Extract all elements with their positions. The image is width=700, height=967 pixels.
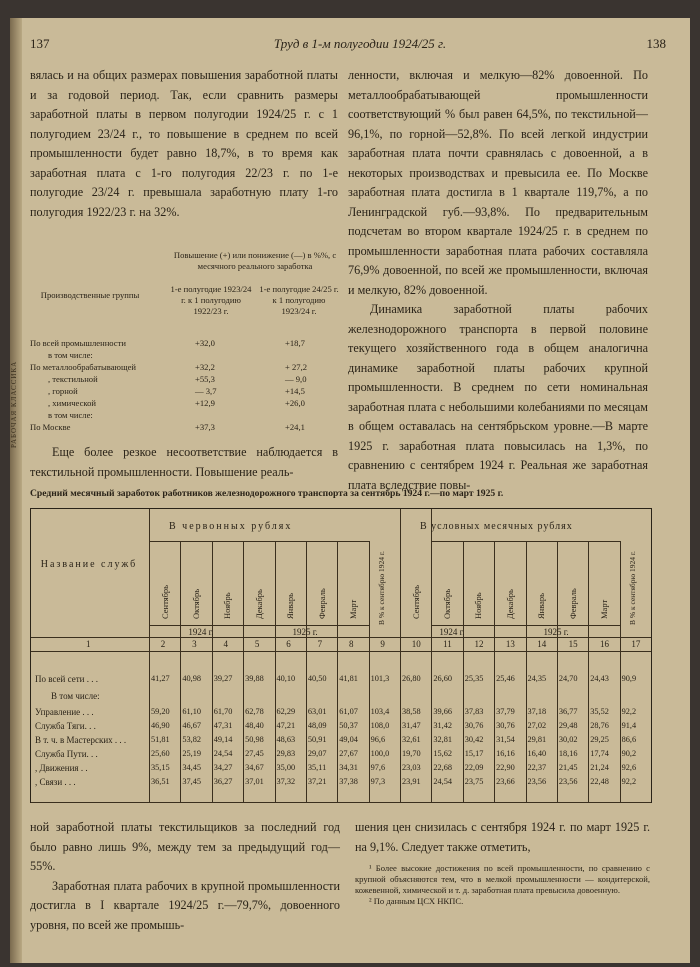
column-number: 2 xyxy=(160,639,166,649)
cell-value: 35,52 xyxy=(590,707,609,716)
footnote: ¹ Более высокие достижения по всей промышленности, по сравнению с крупной объясняются тем, что в мелкой промышленности — кондитерской, кожевенной, химической и т. д. заработная плата превысила довоенную. xyxy=(355,863,650,895)
column-number: 5 xyxy=(254,639,260,649)
cell-value: 29,48 xyxy=(558,721,578,730)
cell-value: 22,68 xyxy=(433,763,453,772)
row-label: В т. ч. в Мастерских . . . xyxy=(35,735,127,745)
column-divider xyxy=(494,541,495,802)
cell-value: 27,02 xyxy=(527,721,547,730)
group-header-chervonets: В червонных рублях xyxy=(169,521,293,532)
cell-value: 23,66 xyxy=(496,777,515,786)
cell-value: 53,82 xyxy=(182,735,202,744)
month-label: Декабрь xyxy=(253,589,264,619)
cell-value: 48,09 xyxy=(307,721,327,730)
column-number: 10 xyxy=(411,639,421,649)
column-divider xyxy=(431,509,432,802)
cell-value: +37,3 xyxy=(195,422,215,432)
cell-value: 25,35 xyxy=(464,674,484,683)
cell-value: 28,76 xyxy=(590,721,609,730)
cell-value: 23,56 xyxy=(527,777,547,786)
row-label: , химической xyxy=(48,398,97,408)
cell-value: 61,07 xyxy=(339,707,358,716)
column-divider xyxy=(180,541,181,802)
right-column xyxy=(348,66,648,495)
cell-value: 37,21 xyxy=(307,777,327,786)
row-label: , горной xyxy=(48,386,78,396)
footnote: ² По данным ЦСХ НКПС. xyxy=(369,896,464,906)
subheading: В том числе: xyxy=(51,691,100,701)
bottom-left-column xyxy=(30,818,340,935)
column-number: 17 xyxy=(631,639,641,649)
column-divider xyxy=(149,509,150,802)
month-label: Январь xyxy=(285,592,296,619)
column-number: 8 xyxy=(348,639,354,649)
month-label: Март xyxy=(347,599,358,619)
cell-value: + 27,2 xyxy=(285,362,308,372)
month-label: Ноябрь xyxy=(473,592,484,619)
cell-value: +12,9 xyxy=(195,398,215,408)
cell-value: 29,07 xyxy=(307,749,327,758)
cell-value: +32,0 xyxy=(195,338,215,348)
cell-value: 27,67 xyxy=(339,749,358,758)
cell-value: 30,76 xyxy=(496,721,515,730)
sub-table-rowlabel-header: Производственные группы xyxy=(40,290,140,300)
cell-value: 21,45 xyxy=(558,763,578,772)
row-divider xyxy=(31,651,651,652)
row-label: , Движения . . xyxy=(35,763,88,773)
cell-value: 17,74 xyxy=(590,749,609,758)
cell-value: 61,10 xyxy=(182,707,202,716)
cell-value: +32,2 xyxy=(195,362,215,372)
cell-value: 97,6 xyxy=(370,763,386,772)
cell-value: 30,76 xyxy=(464,721,484,730)
row-label: По всей сети . . . xyxy=(35,674,98,684)
group-header-conditional: В условных месячных рублях xyxy=(420,521,573,532)
paragraph: шения цен снизилась с сентября 1924 г. по март 1925 г. на 9,1%. Следует также отметить, xyxy=(355,820,650,854)
column-number: 14 xyxy=(537,639,547,649)
cell-value: 50,98 xyxy=(245,735,264,744)
cell-value: 96,6 xyxy=(370,735,386,744)
row-label: в том числе: xyxy=(48,410,93,420)
row-label: в том числе: xyxy=(48,350,93,360)
cell-value: 26,60 xyxy=(433,674,453,683)
cell-value: 24,43 xyxy=(590,674,609,683)
left-column-bottom xyxy=(30,443,338,482)
column-divider xyxy=(526,541,527,802)
cell-value: 18,16 xyxy=(558,749,578,758)
sub-table-group-header: Повышение (+) или понижение (—) в %%, с месячного реального заработка xyxy=(173,250,337,271)
cell-value: 46,90 xyxy=(151,721,170,730)
year-label: 1925 г. xyxy=(543,627,569,637)
cell-value: 101,3 xyxy=(370,674,390,683)
cell-value: 19,70 xyxy=(402,749,421,758)
cell-value: 37,38 xyxy=(339,777,358,786)
year-label: 1925 г. xyxy=(292,627,318,637)
cell-value: 36,51 xyxy=(151,777,170,786)
cell-value: 35,00 xyxy=(276,763,296,772)
column-number: 3 xyxy=(192,639,197,649)
rowlabel-header: Название служб xyxy=(40,559,138,570)
row-label: По Москве xyxy=(30,422,71,432)
cell-value: 86,6 xyxy=(621,735,637,744)
row-divider xyxy=(31,637,651,638)
table-row xyxy=(30,410,340,421)
cell-value: 31,54 xyxy=(496,735,515,744)
month-label: Сентябрь xyxy=(410,584,421,619)
row-divider xyxy=(149,625,369,626)
cell-value: 97,3 xyxy=(370,777,386,786)
cell-value: 62,78 xyxy=(245,707,264,716)
cell-value: 50,91 xyxy=(307,735,327,744)
bottom-right-column xyxy=(355,818,650,907)
cell-value: 21,24 xyxy=(590,763,609,772)
cell-value: 27,45 xyxy=(245,749,264,758)
cell-value: 48,40 xyxy=(245,721,264,730)
cell-value: 25,60 xyxy=(151,749,170,758)
cell-value: 34,27 xyxy=(213,763,233,772)
cell-value: 16,16 xyxy=(496,749,515,758)
cell-value: 24,70 xyxy=(558,674,578,683)
year-label: 1924 г. xyxy=(188,627,214,637)
cell-value: 108,0 xyxy=(370,721,390,730)
cell-value: 16,40 xyxy=(527,749,547,758)
cell-value: 46,67 xyxy=(182,721,202,730)
paragraph: Динамика заработной платы рабочих железнодорожного транспорта в первой половине текущего хозяйственного года в общем аналогична динамике заработной платы рабочих крупной промышленности. В среднем по сети номинальная заработная плата с небольшими колебаниями по месяцам в общем оставалась на сентябрьском уровне.—В марте 1925 г. заработная плата повысилась на 1,3%, по сравнению с сентябрем 1924 г. Реальная же заработная плата вследствие повы- xyxy=(348,302,648,492)
cell-value: 23,91 xyxy=(402,777,421,786)
cell-value: 34,67 xyxy=(245,763,264,772)
running-title: Труд в 1-м полугодии 1924/25 г. xyxy=(273,36,447,51)
cell-value: 25,46 xyxy=(496,674,515,683)
cell-value: 22,09 xyxy=(464,763,484,772)
cell-value: 59,20 xyxy=(151,707,170,716)
cell-value: 39,88 xyxy=(245,674,264,683)
cell-value: 29,25 xyxy=(590,735,609,744)
table-row xyxy=(30,374,340,385)
spine-text: РАБОЧАЯ КЛАССИКА xyxy=(10,360,18,448)
column-number: 13 xyxy=(505,639,515,649)
cell-value: 31,47 xyxy=(402,721,421,730)
table-row xyxy=(30,422,340,433)
row-label: Служба Пути. . . xyxy=(35,749,98,759)
column-divider xyxy=(588,541,589,802)
cell-value: 37,32 xyxy=(276,777,296,786)
cell-value: 48,63 xyxy=(276,735,296,744)
month-label: Ноябрь xyxy=(222,592,233,619)
month-label: Март xyxy=(598,599,609,619)
month-label: Декабрь xyxy=(504,589,515,619)
row-divider xyxy=(431,625,619,626)
cell-value: 91,4 xyxy=(621,721,637,730)
paragraph: Еще более резкое несоответствие наблюдается в текстильной промышленности. Повышение реаль- xyxy=(30,445,338,479)
row-label: Управление . . . xyxy=(35,707,94,717)
column-divider xyxy=(243,541,244,802)
cell-value: 23,56 xyxy=(558,777,578,786)
table-title: Средний месячный заработок работников железнодорожного транспорта за сентябрь 1924 г.—по март 1925 г. xyxy=(30,488,504,499)
cell-value: 47,31 xyxy=(213,721,233,730)
column-number: 7 xyxy=(317,639,323,649)
cell-value: 47,21 xyxy=(276,721,296,730)
column-divider xyxy=(463,541,464,802)
cell-value: 38,58 xyxy=(402,707,421,716)
column-divider xyxy=(400,509,401,802)
column-divider xyxy=(212,541,213,802)
column-number: 15 xyxy=(568,639,578,649)
column-divider xyxy=(306,541,307,802)
sub-table-col1-header: 1-е полугодие 1923/24 г. к 1 полугодию 1922/23 г. xyxy=(170,284,252,316)
cell-value: 35,15 xyxy=(151,763,170,772)
cell-value: 39,27 xyxy=(213,674,233,683)
cell-value: 63,01 xyxy=(307,707,327,716)
cell-value: 41,81 xyxy=(339,674,358,683)
cell-value: 37,01 xyxy=(245,777,264,786)
column-number: 16 xyxy=(599,639,609,649)
row-divider xyxy=(31,802,651,803)
cell-value: 50,37 xyxy=(339,721,358,730)
cell-value: 41,27 xyxy=(151,674,170,683)
column-number: 11 xyxy=(443,639,452,649)
row-label: Служба Тяги. . . xyxy=(35,721,96,731)
page-header xyxy=(30,36,680,58)
cell-value: 15,17 xyxy=(464,749,484,758)
cell-value: 24,54 xyxy=(213,749,233,758)
cell-value: 25,19 xyxy=(182,749,202,758)
book-page xyxy=(10,18,690,963)
cell-value: 26,80 xyxy=(402,674,421,683)
cell-value: 92,6 xyxy=(621,763,637,772)
cell-value: 29,83 xyxy=(276,749,296,758)
column-divider xyxy=(369,541,370,802)
row-divider xyxy=(431,541,619,542)
month-label: Октябрь xyxy=(442,588,453,619)
column-number: 4 xyxy=(223,639,228,649)
page-number-left: 137 xyxy=(30,36,50,51)
cell-value: 92,2 xyxy=(621,777,637,786)
cell-value: 22,37 xyxy=(527,763,547,772)
table-row xyxy=(30,350,340,361)
cell-value: 37,79 xyxy=(496,707,515,716)
sub-table-col2-header: 1-е полугодие 24/25 г. к 1 полугодию 1923/24 г. xyxy=(259,284,339,316)
cell-value: 37,83 xyxy=(464,707,484,716)
paragraph: Заработная плата рабочих в крупной промышленности достигла в I квартале 1924/25 г.—79,7%, довоенного уровня, по всей же промышь- xyxy=(30,878,340,932)
paragraph: вялась и на общих размерах повышения заработной платы и за годовой период. Так, если сравнить размеры заработной платы в первом полугодии 1924/25 г. с 1 полугодием 23/24 г., то повышение в среднем по всей промышленности будет равно 18,7%, в то время как заработная плата с 1-го полугодия 22/23 г. по 1-е полугодие 23/24 г. превышала заработную плату 1-го полугодия 1922/23 г. на 32%. xyxy=(30,68,338,219)
cell-value: 90,9 xyxy=(621,674,637,683)
table-row xyxy=(30,338,340,349)
cell-value: 23,75 xyxy=(464,777,484,786)
cell-value: 51,81 xyxy=(151,735,170,744)
cell-value: 100,0 xyxy=(370,749,390,758)
cell-value: 90,2 xyxy=(621,749,637,758)
cell-value: 31,42 xyxy=(433,721,453,730)
cell-value: +14,5 xyxy=(285,386,305,396)
cell-value: 15,62 xyxy=(433,749,453,758)
month-label: Октябрь xyxy=(191,588,202,619)
cell-value: 24,54 xyxy=(433,777,453,786)
row-label: По всей промышленности xyxy=(30,338,126,348)
cell-value: 32,81 xyxy=(433,735,453,744)
cell-value: 61,70 xyxy=(213,707,233,716)
cell-value: +24,1 xyxy=(285,422,305,432)
month-label: Февраль xyxy=(316,588,327,619)
column-divider xyxy=(620,541,621,802)
column-number: 1 xyxy=(86,639,91,649)
railway-wages-table xyxy=(30,508,652,803)
column-divider xyxy=(557,541,558,802)
book-binding xyxy=(10,18,22,963)
row-label: , Связи . . . xyxy=(35,777,76,787)
column-divider xyxy=(275,541,276,802)
month-label: Сентябрь xyxy=(159,584,170,619)
row-label: , текстильной xyxy=(48,374,98,384)
column-number: 12 xyxy=(474,639,484,649)
cell-value: 92,2 xyxy=(621,707,637,716)
paragraph: ленности, включая и мелкую—82% довоенной. По металлообрабатывающей промышленности соответствующий % был равен 64,5%, по текстильной—96,1%, по горной—52,8%. По всей легкой индустрии заработная плата почти сравнялась с довоенной, а в некоторых производствах и превысила ее. По Москве заработная плата достигла в 1 квартале 119,7%, а по Ленинградской губ.—93,8%. По предварительным подсчетам во втором квартале 1924/25 г. в среднем по промышленности заработная плата рабочих составляла 76,9% довоенной, по всей же промышленности, включая и мелкую, 82% довоенной. xyxy=(348,68,648,297)
table-row xyxy=(30,386,340,397)
cell-value: 49,14 xyxy=(213,735,233,744)
cell-value: 32,61 xyxy=(402,735,421,744)
table-row xyxy=(30,398,340,409)
table-row xyxy=(30,362,340,373)
cell-value: 103,4 xyxy=(370,707,390,716)
cell-value: 36,27 xyxy=(213,777,233,786)
cell-value: 30,02 xyxy=(558,735,578,744)
percent-header: В % к сентябрю 1924 г. xyxy=(627,551,637,625)
cell-value: 24,35 xyxy=(527,674,547,683)
row-label: По металлообрабатывающей xyxy=(30,362,137,372)
percent-header: В % к сентябрю 1924 г. xyxy=(376,551,386,625)
cell-value: 30,42 xyxy=(464,735,484,744)
paragraph: ной заработной платы текстильщиков за последний год было равно лишь 9%, между тем за предыдущий год—55%. xyxy=(30,820,340,873)
year-label: 1924 г. xyxy=(439,627,465,637)
cell-value: 22,48 xyxy=(590,777,609,786)
column-divider xyxy=(337,541,338,802)
cell-value: 36,77 xyxy=(558,707,578,716)
cell-value: 49,04 xyxy=(339,735,358,744)
page-number-right: 138 xyxy=(646,36,666,51)
row-divider xyxy=(149,541,369,542)
cell-value: — 3,7 xyxy=(195,386,217,396)
cell-value: 37,18 xyxy=(527,707,547,716)
cell-value: +18,7 xyxy=(285,338,305,348)
column-number: 9 xyxy=(380,639,385,649)
cell-value: +55,3 xyxy=(195,374,215,384)
month-label: Январь xyxy=(536,592,547,619)
cell-value: 29,81 xyxy=(527,735,547,744)
month-label: Февраль xyxy=(567,588,578,619)
cell-value: 34,45 xyxy=(182,763,202,772)
cell-value: 40,50 xyxy=(307,674,327,683)
cell-value: — 9,0 xyxy=(285,374,307,384)
column-number: 6 xyxy=(286,639,291,649)
cell-value: 62,29 xyxy=(276,707,296,716)
cell-value: 23,03 xyxy=(402,763,421,772)
cell-value: 40,98 xyxy=(182,674,202,683)
cell-value: 34,31 xyxy=(339,763,358,772)
cell-value: +26,0 xyxy=(285,398,305,408)
cell-value: 40,10 xyxy=(276,674,296,683)
cell-value: 22,90 xyxy=(496,763,515,772)
cell-value: 35,11 xyxy=(307,763,327,772)
cell-value: 37,45 xyxy=(182,777,202,786)
left-column-top xyxy=(30,66,338,222)
cell-value: 39,66 xyxy=(433,707,453,716)
